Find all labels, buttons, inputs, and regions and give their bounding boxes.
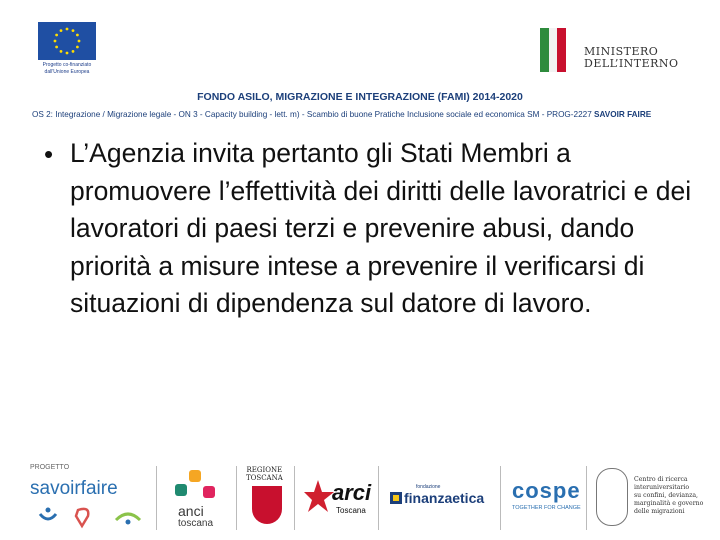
anci-sub-text: toscana (178, 518, 214, 529)
eu-star (76, 34, 79, 37)
centro-ricerca-text: Centro di ricerca interuniversitario su confini, devianza, marginalità e governo delle migrazioni (634, 476, 704, 515)
italian-flag-icon (540, 28, 566, 72)
finanzaetica-icon (390, 492, 402, 504)
fund-title: FONDO ASILO, MIGRAZIONE E INTEGRAZIONE (FAMI) 2014-2020 (197, 91, 523, 103)
project-reference-text: OS 2: Integrazione / Migrazione legale - ON 3 - Capacity building - lett. m) - Scambio di buone Pratiche Inclusione sociale ed economica SM - PROG-2227 (32, 110, 595, 119)
finanzaetica-logo-text: finanzaetica (404, 490, 485, 506)
university-seal-icon (596, 468, 628, 526)
ministero-line-1: MINISTERO (584, 45, 659, 58)
regione-toscana-shield-icon (252, 486, 282, 524)
eu-star (76, 46, 79, 49)
eu-cofunding-caption: Progetto co-finanziato dall'Unione Europea (42, 62, 92, 75)
eu-flag-logo (38, 22, 96, 60)
divider (156, 466, 157, 530)
partner-logos-strip (0, 458, 720, 540)
anci-logo-text: anci (178, 503, 204, 519)
eu-star (55, 46, 58, 49)
eu-star (54, 40, 57, 43)
divider (236, 466, 237, 530)
anci-logo-mark (175, 470, 223, 504)
eu-star (66, 52, 69, 55)
divider (586, 466, 587, 530)
project-name: SAVOIR FAIRE (594, 110, 652, 119)
cospe-tagline: TOGETHER FOR CHANGE (512, 505, 581, 511)
eu-star (66, 28, 69, 31)
ministero-label (584, 46, 679, 70)
cospe-logo-text: cospe (512, 478, 581, 503)
regione-toscana-text: REGIONE TOSCANA (246, 466, 283, 482)
divider (378, 466, 379, 530)
eu-star (72, 50, 75, 53)
arci-logo-text: arci (332, 480, 372, 505)
savoirfaire-logo-text: savoirfaire (30, 478, 118, 499)
project-reference-line (32, 110, 692, 119)
progetto-label: PROGETTO (30, 464, 70, 471)
eu-star (60, 50, 63, 53)
fondazione-label: fondazione (416, 484, 441, 490)
eu-star (72, 29, 75, 32)
bullet-text: L’Agenzia invita pertanto gli Stati Membri a promuovere l’effettività dei diritti delle lavoratrici e dei lavoratori di paesi terzi e prevenire abusi, dando priorità a misure intese a prevenire il verificarsi di situazioni di dipendenza sul datore di lavoro. (70, 138, 692, 318)
arci-sub-text: Toscana (336, 506, 366, 515)
ministero-line-2: DELL’INTERNO (584, 57, 679, 70)
divider (294, 466, 295, 530)
bullet-icon: • (44, 139, 54, 169)
savoirfaire-icons (38, 506, 148, 530)
eu-star (60, 29, 63, 32)
eu-star (55, 34, 58, 37)
divider (500, 466, 501, 530)
eu-star (78, 40, 81, 43)
